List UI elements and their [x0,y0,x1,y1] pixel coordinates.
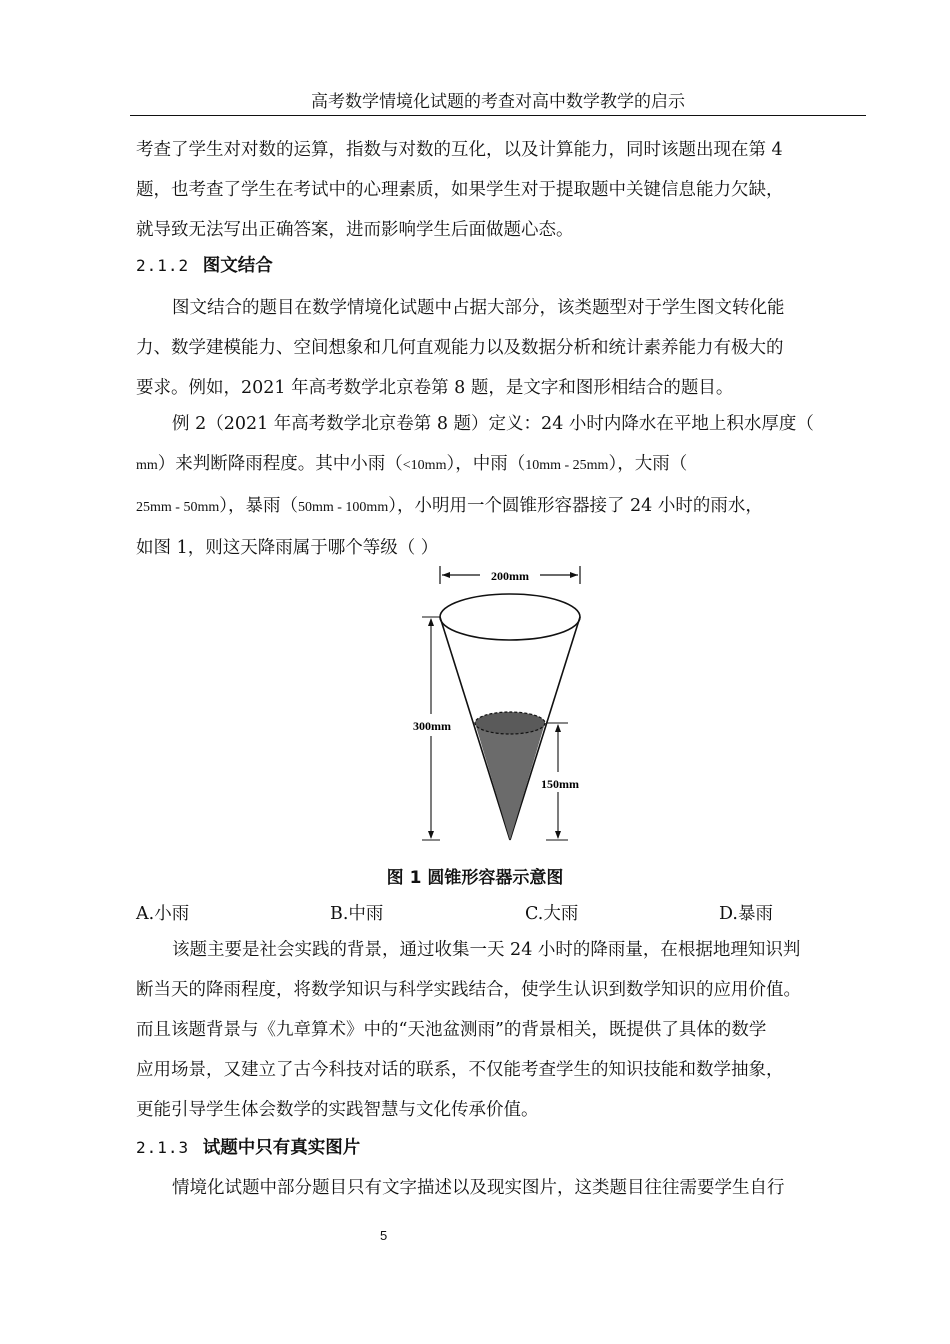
top-width-label: 200mm [491,569,529,583]
arrow-up-icon [428,618,434,626]
arrow-right-icon [570,572,578,578]
paragraph-line: 图文结合的题目在数学情境化试题中占据大部分，该类题型对于学生图文转化能 [172,298,785,318]
analysis-line: 而且该题背景与《九章算术》中的“天池盆测雨”的背景相关，既提供了具体的数学 [136,1020,767,1040]
water-volume [475,723,545,840]
section-title: 试题中只有真实图片 [202,1138,361,1158]
real-image-paragraph [136,1168,864,1208]
example-question [136,404,864,568]
analysis-line: 断当天的降雨程度，将数学知识与科学实践结合，使学生认识到数学知识的应用价值。 [136,980,801,1000]
page-number: 5 [380,1228,388,1243]
example-line-3 [136,486,864,528]
example-line-2 [136,444,864,486]
section-heading-2-1-3 [136,1136,360,1160]
figure-caption: 图 1 圆锥形容器示意图 [386,868,564,888]
example-line-4: 如图 1，则这天降雨属于哪个等级（ ） [136,538,439,558]
arrow-left-icon [442,572,450,578]
paragraph-line: 情境化试题中部分题目只有文字描述以及现实图片，这类题目往往需要学生自行 [172,1178,785,1198]
text: ），中雨（ [446,454,526,474]
running-header: 高考数学情境化试题的考查对高中数学教学的启示 [311,92,685,112]
unit-mm: mm [136,458,158,473]
arrow-down-icon [555,831,561,839]
arrow-up-icon [555,724,561,732]
text: ），小明用一个圆锥形容器接了 24 小时的雨水， [388,496,763,516]
heavy-rain-range: 25mm - 50mm [136,500,220,515]
intro-line: 考查了学生对对数的运算，指数与对数的互化，以及计算能力，同时该题出现在第 4 [136,140,783,160]
text: ）来判断降雨程度。其中小雨（ [157,454,403,474]
intro-line: 题，也考查了学生在考试中的心理素质，如果学生对于提取题中关键信息能力欠缺， [136,180,784,200]
section-number: 2.1.3 [136,1138,190,1157]
analysis-line: 该题主要是社会实践的背景，通过收集一天 24 小时的降雨量，在根据地理知识判 [172,940,801,960]
example-line-1: 例 2（2021 年高考数学北京卷第 8 题）定义：24 小时内降水在平地上积水厚度（ [172,414,814,434]
height-label: 300mm [413,719,451,733]
section-heading-2-1-2 [136,254,273,278]
image-text-paragraph [136,288,864,408]
storm-rain-range: 50mm - 100mm [297,500,389,515]
paragraph-line: 力、数学建模能力、空间想象和几何直观能力以及数据分析和统计素养能力有极大的 [136,338,784,358]
moderate-rain-range: 10mm - 25mm [525,458,609,473]
option-c: C.大雨 [525,904,579,924]
intro-line: 就导致无法写出正确答案，进而影响学生后面做题心态。 [136,220,574,240]
intro-paragraph [136,130,864,250]
section-title: 图文结合 [202,256,273,276]
cone-rim [440,594,580,640]
text: ），暴雨（ [219,496,298,516]
header-rule [130,115,866,116]
option-b: B.中雨 [330,904,384,924]
light-rain-range: <10mm [402,458,447,473]
section-number: 2.1.2 [136,256,190,275]
analysis-line: 应用场景，又建立了古今科技对话的联系，不仅能考查学生的知识技能和数学抽象， [136,1060,784,1080]
analysis-line: 更能引导学生体会数学的实践智慧与文化传承价值。 [136,1100,539,1120]
water-height-label: 150mm [541,777,579,791]
analysis-paragraph [136,930,864,1130]
cone-container-figure [400,560,600,850]
option-a: A.小雨 [136,904,190,924]
water-surface [475,712,545,734]
paragraph-line: 要求。例如，2021 年高考数学北京卷第 8 题，是文字和图形相结合的题目。 [136,378,734,398]
arrow-down-icon [428,831,434,839]
option-d: D.暴雨 [719,904,773,924]
text: ），大雨（ [608,454,688,474]
